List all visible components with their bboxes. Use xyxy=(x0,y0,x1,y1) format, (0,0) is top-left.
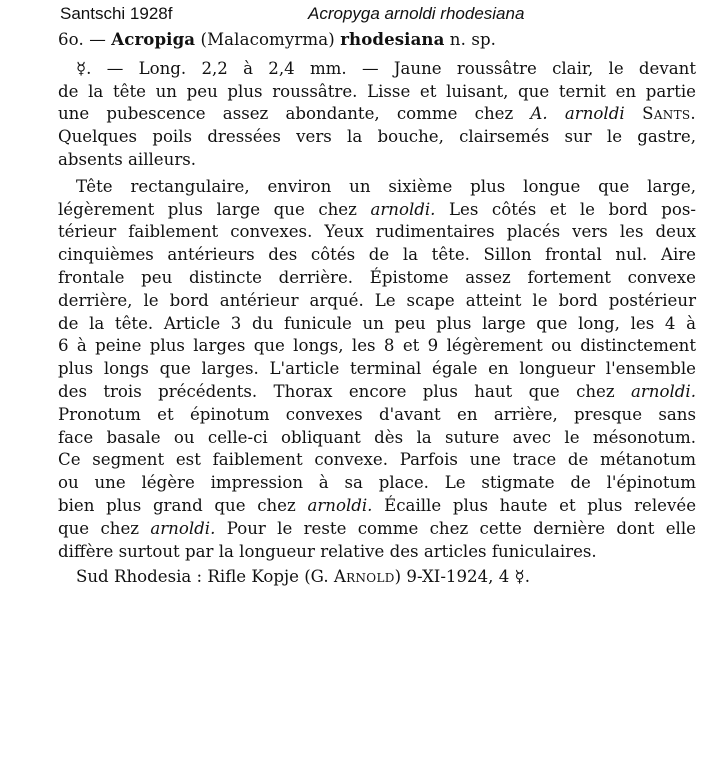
text-run: Écaille plus haute et plus relevée xyxy=(372,495,697,515)
date-count-text: ) 9-XI-1924, 4 ☿. xyxy=(394,567,531,587)
text-line xyxy=(58,103,696,126)
italic-run: A. arnoldi xyxy=(530,104,625,124)
paragraph-description-1 xyxy=(58,58,696,172)
locality-record xyxy=(58,566,696,589)
text-line: ou une légère impression à sa place. Le stigmate de l'épinotum xyxy=(58,473,696,493)
text-line: de la tête. Article 3 du funicule un peu plus large que long, les 4 à xyxy=(58,313,696,333)
text-run: légèrement plus large que chez xyxy=(58,199,371,219)
heading-subgenus: (Malacomyrma) xyxy=(195,30,341,49)
text-line: Pronotum et épinotum convexes d'avant en arrière, presque sans xyxy=(58,404,696,424)
species-heading xyxy=(58,28,696,52)
text-line xyxy=(58,199,696,222)
italic-run: arnoldi. xyxy=(150,518,216,538)
italic-run: arnoldi. xyxy=(370,199,436,219)
heading-species: rhodesiana xyxy=(340,29,445,49)
text-line: cinquièmes antérieurs des côtés de la tête. Sillon frontal nul. Aire xyxy=(58,245,696,265)
text-run: Pour le reste comme chez cette dernière dont elle xyxy=(215,518,696,538)
text-run: une pubescence assez abondante, comme chez xyxy=(58,104,531,124)
text-line: térieur faiblement convexes. Yeux rudimentaires placés vers les deux xyxy=(58,222,696,242)
text-line: ☿. — Long. 2,2 à 2,4 mm. — Jaune roussâtre clair, le devant xyxy=(76,58,696,78)
collector-name: Arnold xyxy=(333,567,395,587)
text-run: Les côtés et le bord pos- xyxy=(435,199,696,219)
text-line: de la tête un peu plus roussâtre. Lisse et luisant, que ternit en partie xyxy=(58,81,696,101)
text-line: face basale ou celle-ci obliquant dès la suture avec le mésonotum. xyxy=(58,427,696,447)
text-line: Ce segment est faiblement convexe. Parfois une trace de métanotum xyxy=(58,450,696,470)
author-name: Sants. xyxy=(624,104,696,124)
text-line: 6 à peine plus larges que longs, les 8 et 9 légèrement ou distinctement xyxy=(58,336,696,356)
italic-run: arnoldi. xyxy=(307,495,373,515)
text-run: bien plus grand que chez xyxy=(58,495,308,515)
page-header xyxy=(60,4,700,26)
text-line xyxy=(58,518,696,541)
text-run: que chez xyxy=(58,518,151,538)
heading-genus: Acropiga xyxy=(111,29,196,49)
text-line: diffère surtout par la longueur relative des articles funiculaires. xyxy=(58,541,597,561)
paragraph-description-2 xyxy=(58,176,696,564)
text-line: plus longs que larges. L'article terminal égale en longueur l'ensemble xyxy=(58,359,696,379)
heading-number: 6o. — xyxy=(58,30,112,49)
taxon-name: Acropyga arnoldi rhodesiana xyxy=(308,4,525,23)
text-line xyxy=(58,381,696,404)
italic-run: arnoldi. xyxy=(630,381,696,401)
document-body xyxy=(58,28,696,589)
text-line: Quelques poils dressées vers la bouche, clairsemés sur le gastre, xyxy=(58,127,696,147)
source-citation: Santschi 1928f xyxy=(60,4,173,23)
text-line xyxy=(58,495,696,518)
locality-text: Sud Rhodesia : Rifle Kopje (G. xyxy=(76,567,334,587)
text-line: absents ailleurs. xyxy=(58,149,197,169)
heading-status: n. sp. xyxy=(444,30,497,49)
text-line: frontale peu distincte derrière. Épistome assez fortement convexe xyxy=(58,267,696,287)
text-line: Tête rectangulaire, environ un sixième plus longue que large, xyxy=(76,176,696,196)
text-line: derrière, le bord antérieur arqué. Le scape atteint le bord postérieur xyxy=(58,290,696,310)
text-run: des trois précédents. Thorax encore plus haut que chez xyxy=(58,381,631,401)
